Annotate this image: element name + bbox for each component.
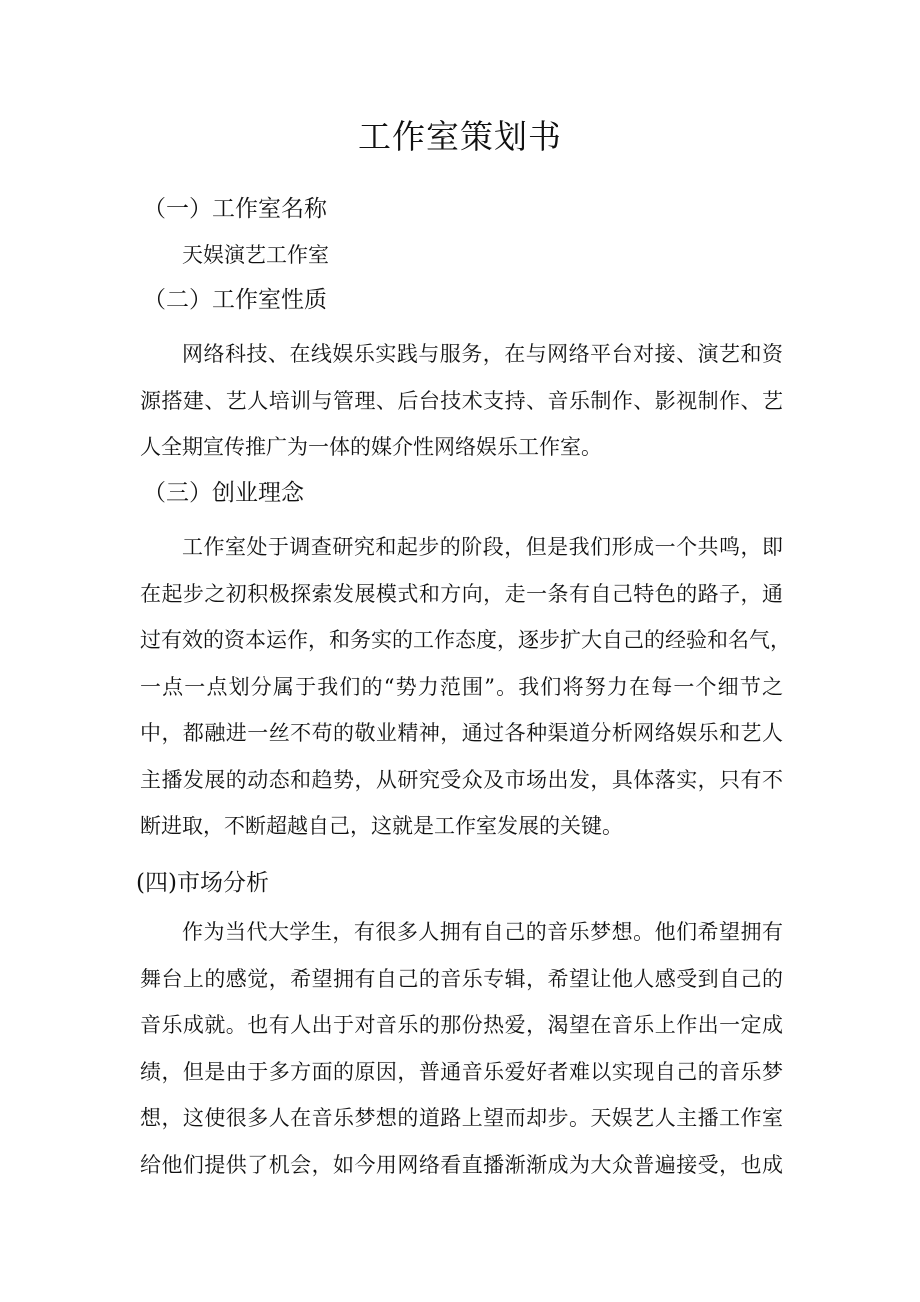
paragraph-line: 主播发展的动态和趋势，从研究受众及市场出发，具体落实，只有不 [140, 768, 783, 792]
paragraph-line: 作为当代大学生，有很多人拥有自己的音乐梦想。他们希望拥有 [182, 920, 783, 944]
paragraph-line: 音乐成就。也有人出于对音乐的那份热爱，渴望在音乐上作出一定成 [140, 1013, 783, 1037]
paragraph-line: 天娱演艺工作室 [182, 243, 329, 267]
paragraph-line: 工作室处于调查研究和起步的阶段，但是我们形成一个共鸣，即 [182, 535, 783, 559]
section-heading-market: (四)市场分析 [136, 870, 269, 896]
paragraph-line: 绩，但是由于多方面的原因，普通音乐爱好者难以实现自己的音乐梦 [140, 1060, 783, 1084]
paragraph-line: 网络科技、在线娱乐实践与服务，在与网络平台对接、演艺和资 [182, 342, 783, 366]
paragraph-line: 人全期宣传推广为一体的媒介性网络娱乐工作室。 [140, 435, 602, 459]
paragraph-line: 中，都融进一丝不苟的敬业精神，通过各种渠道分析网络娱乐和艺人 [140, 721, 783, 745]
paragraph-line: 给他们提供了机会，如今用网络看直播渐渐成为大众普遍接受，也成 [140, 1153, 783, 1177]
paragraph-line: 源搭建、艺人培训与管理、后台技术支持、音乐制作、影视制作、艺 [140, 389, 783, 413]
paragraph-line: 在起步之初积极探索发展模式和方向，走一条有自己特色的路子，通 [140, 582, 783, 606]
paragraph-line: 断进取，不断超越自己，这就是工作室发展的关键。 [140, 814, 623, 838]
section-heading-name: （一）工作室名称 [143, 196, 327, 222]
paragraph-line: 过有效的资本运作，和务实的工作态度，逐步扩大自己的经验和名气， [140, 628, 791, 652]
paragraph-line: 一点一点划分属于我们的“势力范围”。我们将努力在每一个细节之 [140, 675, 783, 699]
paragraph-line: 舞台上的感觉，希望拥有自己的音乐专辑，希望让他人感受到自己的 [140, 967, 783, 991]
section-heading-nature: （二）工作室性质 [143, 287, 327, 313]
paragraph-line: 想，这使很多人在音乐梦想的道路上望而却步。天娱艺人主播工作室 [140, 1106, 783, 1130]
document-title: 工作室策划书 [358, 117, 562, 156]
section-heading-philosophy: （三）创业理念 [143, 480, 304, 506]
